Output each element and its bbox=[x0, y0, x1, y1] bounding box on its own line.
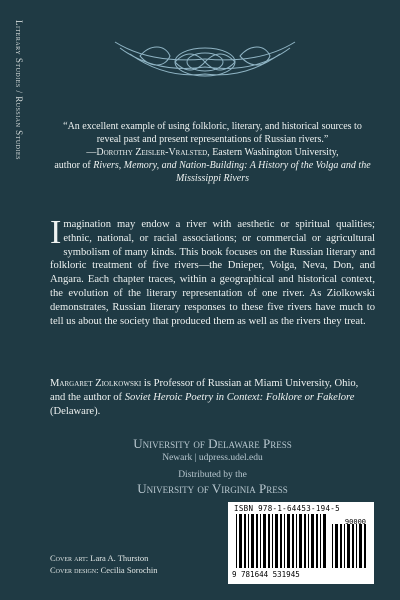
barcode-bar bbox=[311, 514, 314, 568]
barcode-bar bbox=[239, 514, 242, 568]
barcode-bar bbox=[268, 514, 270, 568]
barcode-bar bbox=[244, 514, 246, 568]
price-barcode-bars bbox=[332, 524, 368, 570]
quote-affiliation: Eastern Washington University, bbox=[212, 147, 339, 158]
barcode-bar bbox=[272, 514, 273, 568]
barcode-bar bbox=[263, 514, 266, 568]
barcode-bar bbox=[251, 514, 254, 568]
barcode-bar bbox=[332, 524, 333, 568]
cover-credits bbox=[50, 552, 158, 576]
bio-author-name: Margaret Ziolkowski bbox=[50, 378, 142, 389]
isbn-label: ISBN 978-1-64453-194-5 bbox=[234, 504, 340, 513]
book-description bbox=[50, 214, 375, 328]
isbn-barcode bbox=[228, 502, 374, 584]
barcode-bar bbox=[335, 524, 338, 568]
barcode-bar bbox=[323, 514, 326, 568]
barcode-bar bbox=[308, 514, 309, 568]
quote-author: Dorothy Zeisler-Vralsted bbox=[96, 147, 208, 158]
quote-author-of: author of bbox=[54, 160, 91, 171]
barcode-bars bbox=[236, 514, 328, 570]
barcode-bar bbox=[364, 524, 366, 568]
bio-text: is Professor of Russian at Miami University, Ohio, and the author of bbox=[50, 378, 359, 403]
publisher-block bbox=[50, 436, 375, 497]
cover-art-value: Lara A. Thurston bbox=[90, 553, 149, 563]
ean-digits: 9 781644 531945 bbox=[232, 570, 300, 579]
barcode-bar bbox=[256, 514, 258, 568]
quote-book-title: Rivers, Memory, and Nation-Building: A History of the Volga and the Mississippi Rivers bbox=[93, 160, 371, 184]
publisher-name: University of Delaware Press bbox=[133, 436, 292, 451]
barcode-bar bbox=[316, 514, 318, 568]
dropcap-letter: I bbox=[50, 214, 62, 251]
cover-design-label: Cover design: bbox=[50, 565, 99, 575]
distributor-name: University of Virginia Press bbox=[137, 481, 288, 496]
review-quote bbox=[50, 120, 375, 185]
price-code: 90000 bbox=[344, 518, 366, 526]
cover-design-value: Cecilia Sorochin bbox=[100, 565, 158, 575]
bio-book-title: Soviet Heroic Poetry in Context: Folklore or Fakelore bbox=[124, 391, 355, 403]
barcode-bar bbox=[292, 514, 294, 568]
barcode-bar bbox=[236, 514, 237, 568]
quote-text: “An excellent example of using folkloric, literary, and historical sources to reveal past and present representations of Russian rivers.” bbox=[63, 121, 362, 145]
quote-author-credit bbox=[50, 159, 375, 185]
author-bio bbox=[50, 377, 375, 418]
barcode-bar bbox=[344, 524, 345, 568]
barcode-bar bbox=[296, 514, 297, 568]
cover-art-credit bbox=[50, 552, 158, 564]
barcode-bar bbox=[347, 524, 350, 568]
quote-attribution: —Dorothy Zeisler-Vralsted, Eastern Washington University, bbox=[86, 147, 339, 158]
spine-category-text: Literary Studies / Russian Studies bbox=[14, 20, 24, 161]
barcode-bar bbox=[359, 524, 362, 568]
barcode-bar bbox=[356, 524, 357, 568]
cover-design-credit bbox=[50, 564, 158, 576]
barcode-bar bbox=[352, 524, 354, 568]
barcode-bar bbox=[304, 514, 306, 568]
barcode-bar bbox=[275, 514, 278, 568]
barcode-bar bbox=[299, 514, 302, 568]
barcode-bar bbox=[284, 514, 285, 568]
barcode-bar bbox=[248, 514, 249, 568]
barcode-bar bbox=[340, 524, 342, 568]
decorative-ornament-icon bbox=[110, 34, 300, 84]
barcode-bar bbox=[280, 514, 282, 568]
barcode-bar bbox=[320, 514, 321, 568]
publisher-location-url: Newark | udpress.udel.edu bbox=[162, 453, 263, 463]
description-text: magination may endow a river with aesthetic or spiritual qualities; ethnic, national, or racial associations; or commercial or agricultural symbolism of many kinds. This book focuses on the Russian literary and folkloric treatment of five rivers—the Dnieper, Volga, Neva, Don, and Angara. Each chapter traces, within a geographical and historical context, the evolution of the literary representation of one river. As Ziolkowski demonstrates, Russian literary responses to these five rivers have much to tell us about the society that produced them as well as the rivers they treat. bbox=[50, 219, 375, 327]
cover-art-label: Cover art: bbox=[50, 553, 89, 563]
bio-suffix: (Delaware). bbox=[50, 405, 101, 417]
distributed-by-label: Distributed by the bbox=[178, 470, 247, 480]
barcode-bar bbox=[260, 514, 261, 568]
barcode-bar bbox=[287, 514, 290, 568]
